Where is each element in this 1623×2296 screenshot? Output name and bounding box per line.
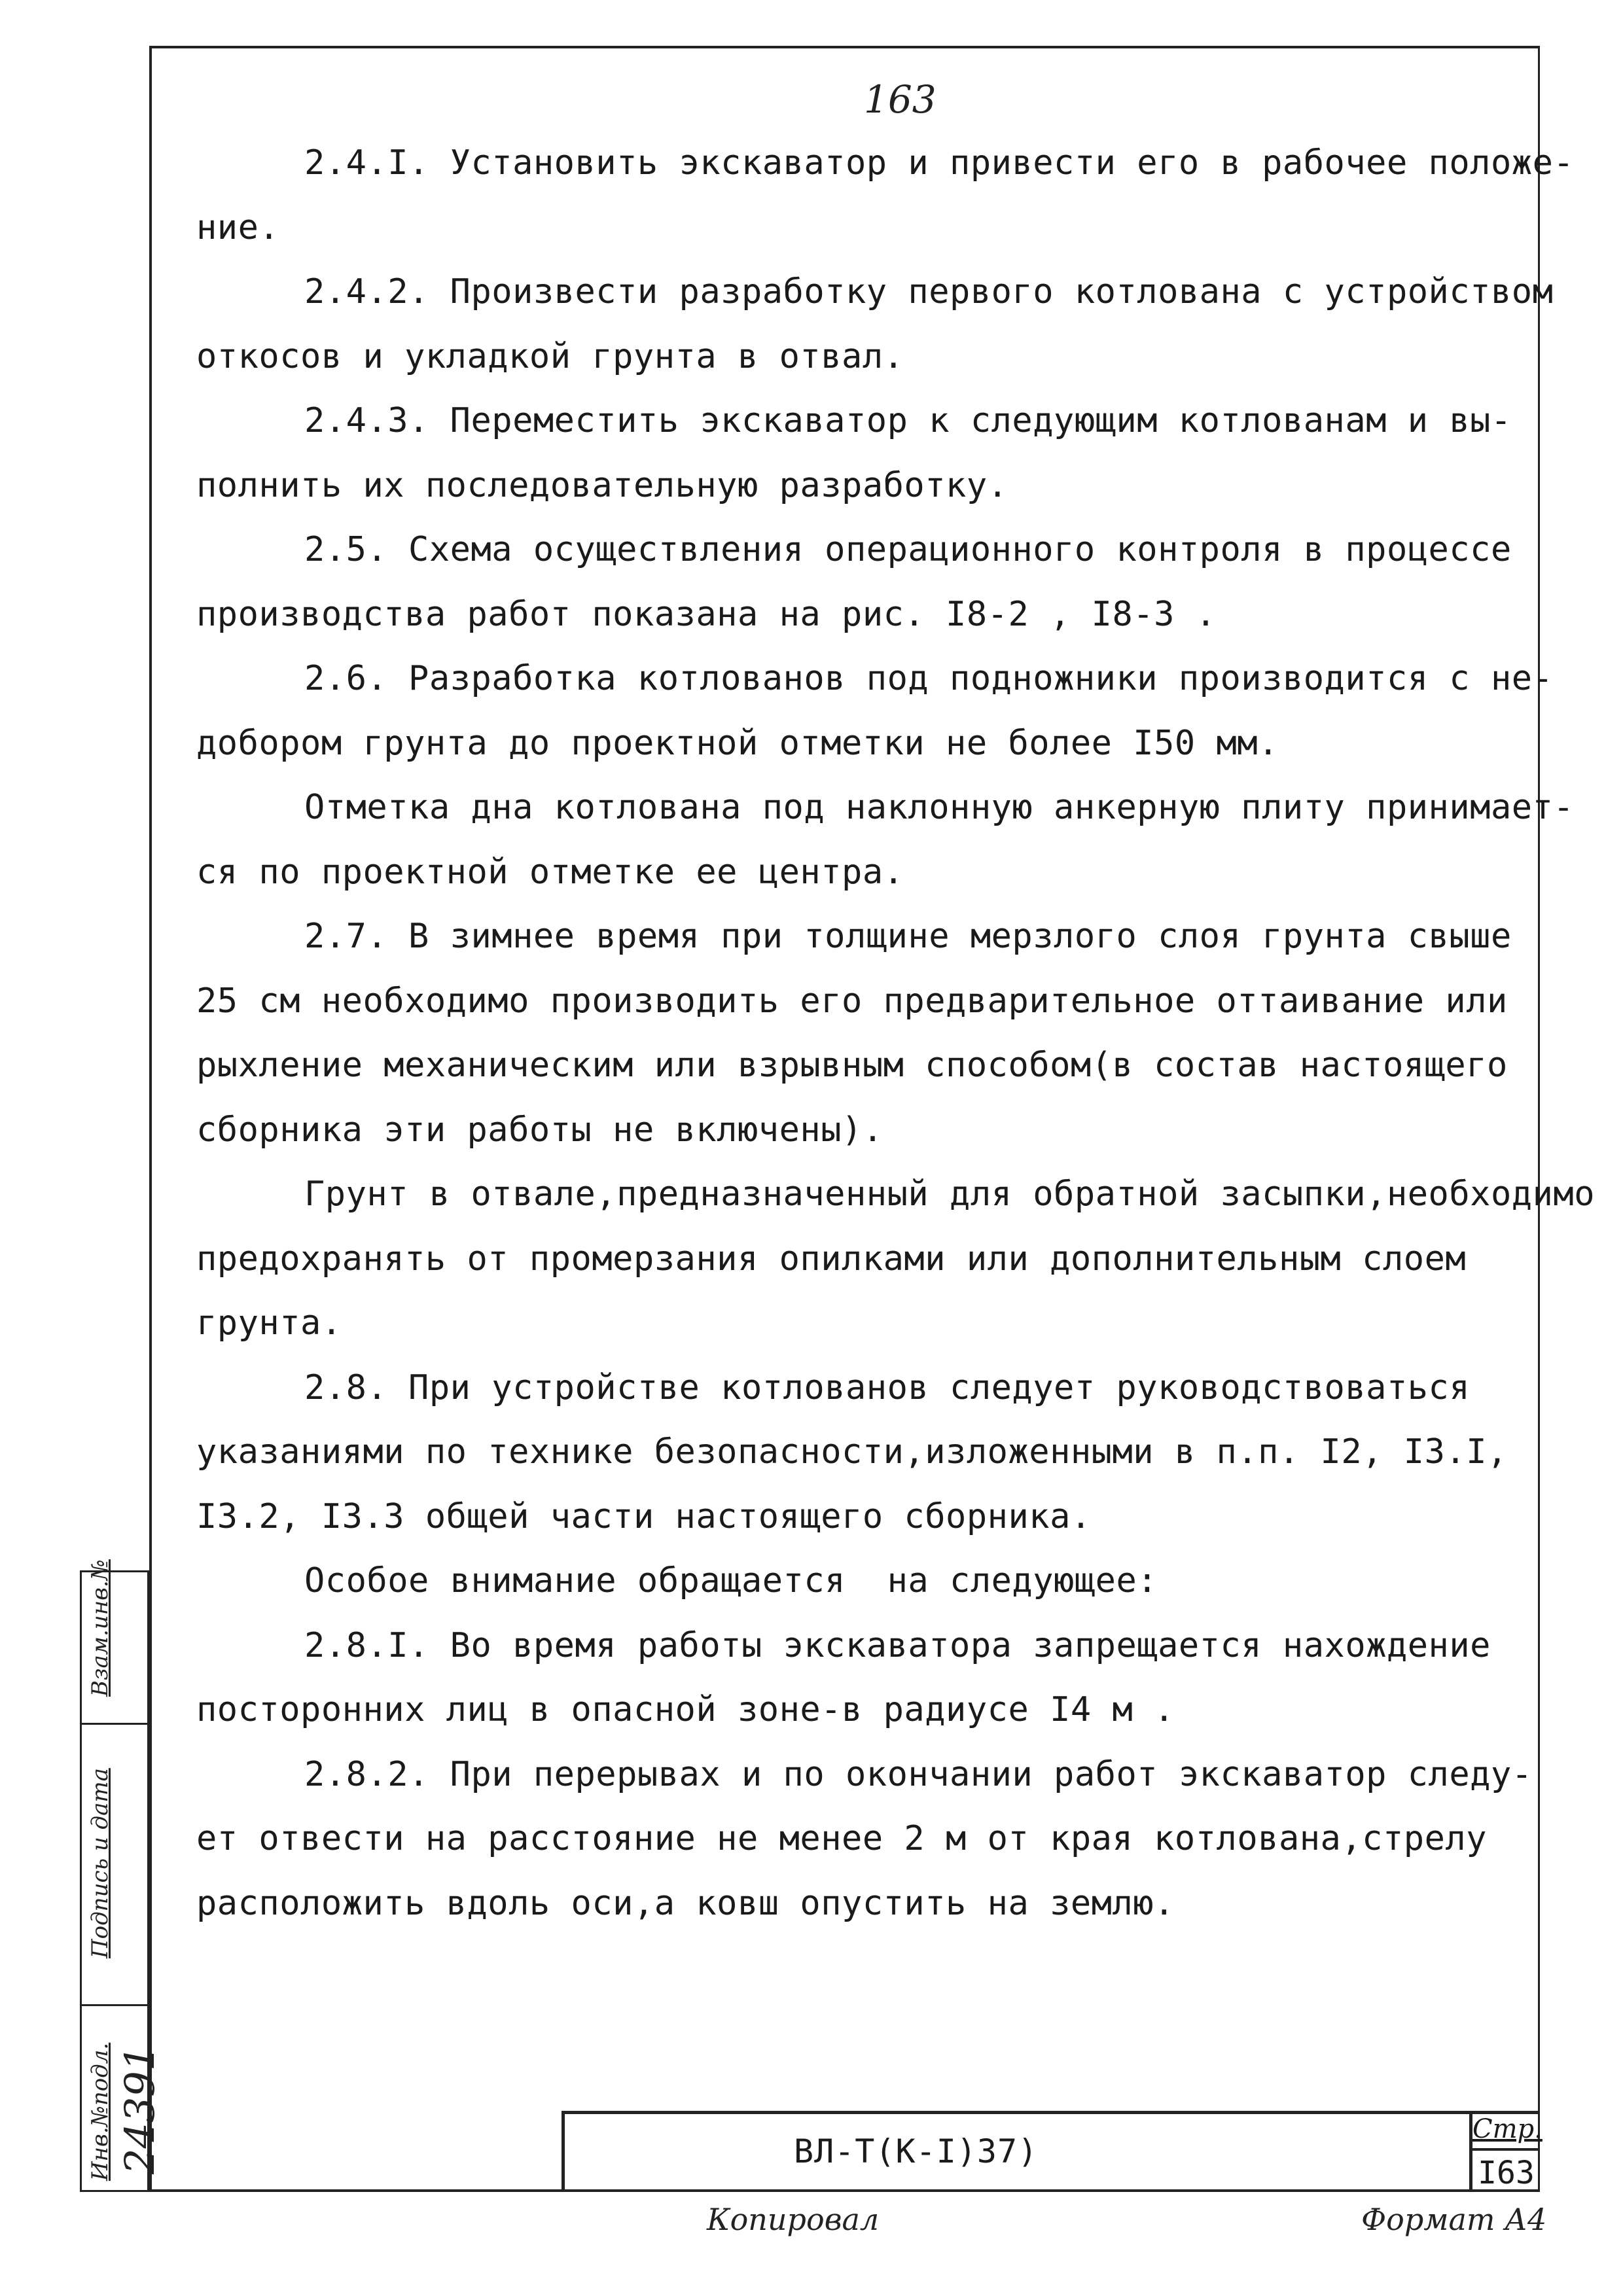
text-line: расположить вдоль оси,а ковш опустить на землю. <box>196 1883 1175 1923</box>
text-line: 2.8. При устройстве котлованов следует руководствоваться <box>304 1368 1471 1407</box>
text-line: I3.2, I3.3 общей части настоящего сборника. <box>196 1496 1092 1536</box>
side-stamp <box>80 1559 164 2192</box>
text-line: Отметка дна котлована под наклонную анкерную плиту принимает- <box>304 788 1575 827</box>
text-line: откосов и укладкой грунта в отвал. <box>196 336 904 376</box>
document-id: ВЛ-Т(К-I)37) <box>794 2132 1039 2170</box>
text-line: 2.8.2. При перерывах и по окончании работ экскаватор следу- <box>304 1754 1533 1794</box>
text-line: ся по проектной отметке ее центра. <box>196 852 904 892</box>
text-line: Грунт в отвале,предназначенный для обратной засыпки,необходимо <box>304 1174 1596 1214</box>
text-line: указаниями по технике безопасности,изложенными в п.п. I2, I3.I, <box>196 1432 1508 1472</box>
text-line: полнить их последовательную разработку. <box>196 465 1008 505</box>
text-line: предохранять от промерзания опилками или дополнительным слоем <box>196 1239 1467 1279</box>
text-line: рыхление механическим или взрывным способом(в состав настоящего <box>196 1046 1508 1085</box>
page-header-label: Стр. <box>1472 2114 1540 2151</box>
handwritten-page-number: 163 <box>864 77 936 122</box>
text-line: ет отвести на расстояние не менее 2 м от края котлована,стрелу <box>196 1819 1488 1858</box>
text-line: посторонних лиц в опасной зоне-в радиусе I4 м . <box>196 1690 1175 1729</box>
text-line: сборника эти работы не включены). <box>196 1110 883 1150</box>
title-block <box>562 2111 1543 2192</box>
text-line: 2.4.3. Переместить экскаватор к следующим котлованам и вы- <box>304 401 1512 440</box>
footer-format: Формат А4 <box>1361 2202 1547 2237</box>
text-line: 2.4.2. Произвести разработку первого котлована с устройством <box>304 272 1554 311</box>
side-label-original-inv: Инв.№подл. <box>87 2042 113 2181</box>
text-line: ние. <box>196 207 280 247</box>
text-line: 2.8.I. Во время работы экскаватора запрещается нахождение <box>304 1625 1491 1665</box>
text-line: 2.7. В зимнее время при толщине мерзлого слоя грунта свыше <box>304 917 1512 956</box>
page-number: I63 <box>1478 2155 1535 2191</box>
inventory-number: 24391 <box>116 2045 164 2174</box>
text-line: грунта. <box>196 1303 342 1343</box>
text-line: 2.6. Разработка котлованов под подножники производится с не- <box>304 659 1554 698</box>
text-line: 2.4.I. Установить экскаватор и привести его в рабочее положе- <box>304 143 1575 183</box>
document-body <box>196 131 1596 1935</box>
text-line: производства работ показана на рис. I8-2 , I8-3 . <box>196 594 1217 634</box>
text-line: 25 см необходимо производить его предварительное оттаивание или <box>196 981 1508 1021</box>
text-line: Особое внимание обращается на следующее: <box>304 1561 1158 1600</box>
side-label-signature-date: Подпись и дата <box>87 1768 113 1958</box>
text-line: 2.5. Схема осуществления операционного контроля в процессе <box>304 530 1512 569</box>
footer-copied: Копировал <box>707 2202 880 2237</box>
text-line: добором грунта до проектной отметки не более I50 мм. <box>196 723 1279 763</box>
side-label-replacement-inv: Взам.инв.№ <box>87 1559 113 1697</box>
page-cell <box>1469 2114 1543 2192</box>
